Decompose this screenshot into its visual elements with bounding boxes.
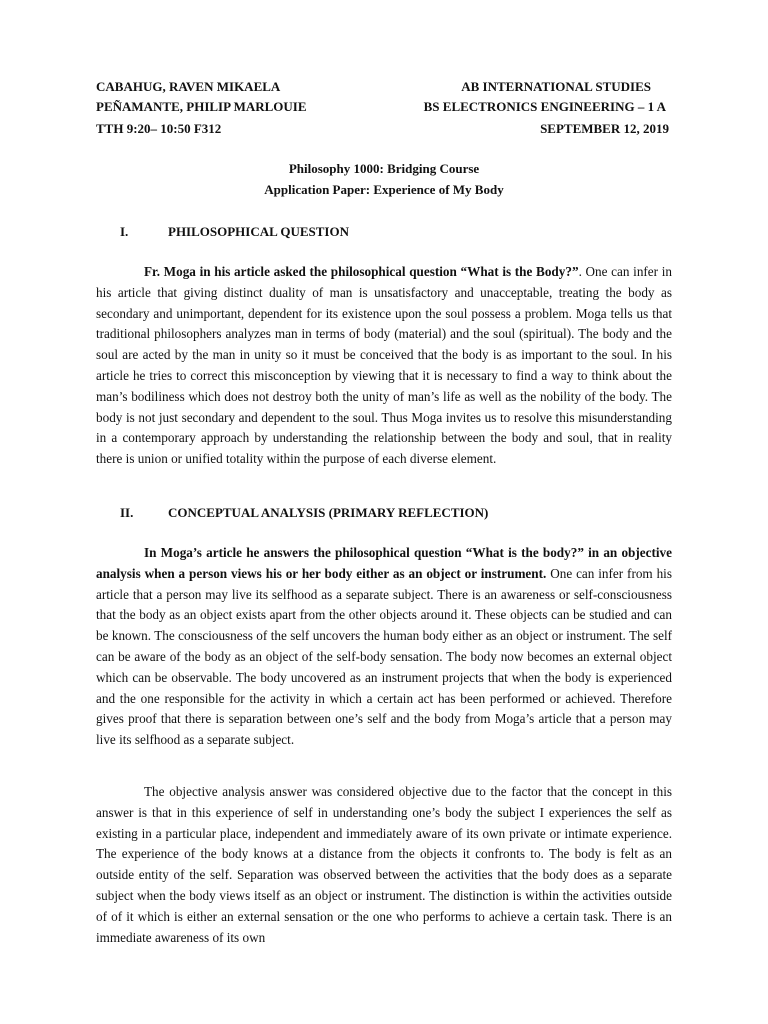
header-program-2: BS ELECTRONICS ENGINEERING – 1 A (423, 99, 666, 114)
course-title: Philosophy 1000: Bridging Course (288, 161, 480, 176)
section-1-number: I. (120, 224, 129, 239)
paragraph-bold-lead: Fr. Moga in his article asked the philosophical question “What is the Body?” (144, 264, 579, 279)
paragraph-bold-lead: In Moga’s article he answers the philosophical question “What is the body?” in an objective analysis when a person views his or her body either as an object or instrument. (96, 545, 672, 581)
paragraph-body: One can infer from his article that a person may live its selfhood as a separate subject. There is an awareness or self-consciousness that the body as an object exists apart from the other objects around it. These objects can be studied and can be known. The consciousness of the self uncovers the human body either as an object or instrument. The self can be aware of the body as an object of the self-body sensation. The body now becomes an external object which can be observable. The body uncovered as an instrument projects that when the body is experienced and the one responsible for the activity in which a certain act has been performed or achieved. Therefore gives proof that there is separation between one’s self and the body from Moga’s article that a person may live its selfhood as a separate subject. (96, 565, 672, 748)
section-2-number: II. (120, 505, 134, 520)
header-student-1: CABAHUG, RAVEN MIKAELA (96, 79, 281, 94)
section-1-title: PHILOSOPHICAL QUESTION (168, 224, 349, 239)
section-1-paragraph-1 (96, 262, 672, 470)
header-date: SEPTEMBER 12, 2019 (540, 121, 669, 136)
section-2-title: CONCEPTUAL ANALYSIS (PRIMARY REFLECTION) (168, 505, 489, 520)
header-program-1: AB INTERNATIONAL STUDIES (461, 79, 651, 94)
header-student-2: PEÑAMANTE, PHILIP MARLOUIE (96, 99, 307, 114)
paragraph-body: . One can infer in his article that giving distinct duality of man is unsatisfactory and unacceptable, treating the body as secondary and unimportant, dependent for its existence upon the soul possess a problem. Moga tells us that traditional philosophers analyzes man in terms of body (material) and the soul (spiritual). The body and the soul are acted by the man in unity so it must be conceived that the body is as important to the soul. In his article he tries to correct this misconception by viewing that it is necessary to find a way to think about the man’s bodiliness which does not destroy both the unity of man’s life as well as the nobility of the body. The body is not just secondary and dependent to the soul. Thus Moga invites us to resolve this misunderstanding in a contemporary approach by understanding the relationship between the body and soul, that in reality there is union or unified totality within the purpose of each diverse element. (96, 264, 672, 467)
section-2-paragraph-1 (96, 543, 672, 751)
paper-title: Application Paper: Experience of My Body (264, 182, 504, 197)
header-schedule: TTH 9:20– 10:50 F312 (96, 121, 222, 136)
section-2-paragraph-2 (96, 782, 672, 948)
paragraph-body: The objective analysis answer was considered objective due to the factor that the concept in this answer is that in this experience of self in understanding one’s body the subject I experiences the self as existing in a particular place, independent and immediately aware of its own private or intimate experience. The experience of the body knows at a distance from the objects it confronts to. The body is felt as an outside entity of the self. Separation was observed between the activities that the body does as a separate subject when the body views itself as an object or instrument. The distinction is within the activities outside of of it which is either an external sensation or the one who performs to achieve a certain task. There is an immediate awareness of its own (96, 784, 672, 945)
